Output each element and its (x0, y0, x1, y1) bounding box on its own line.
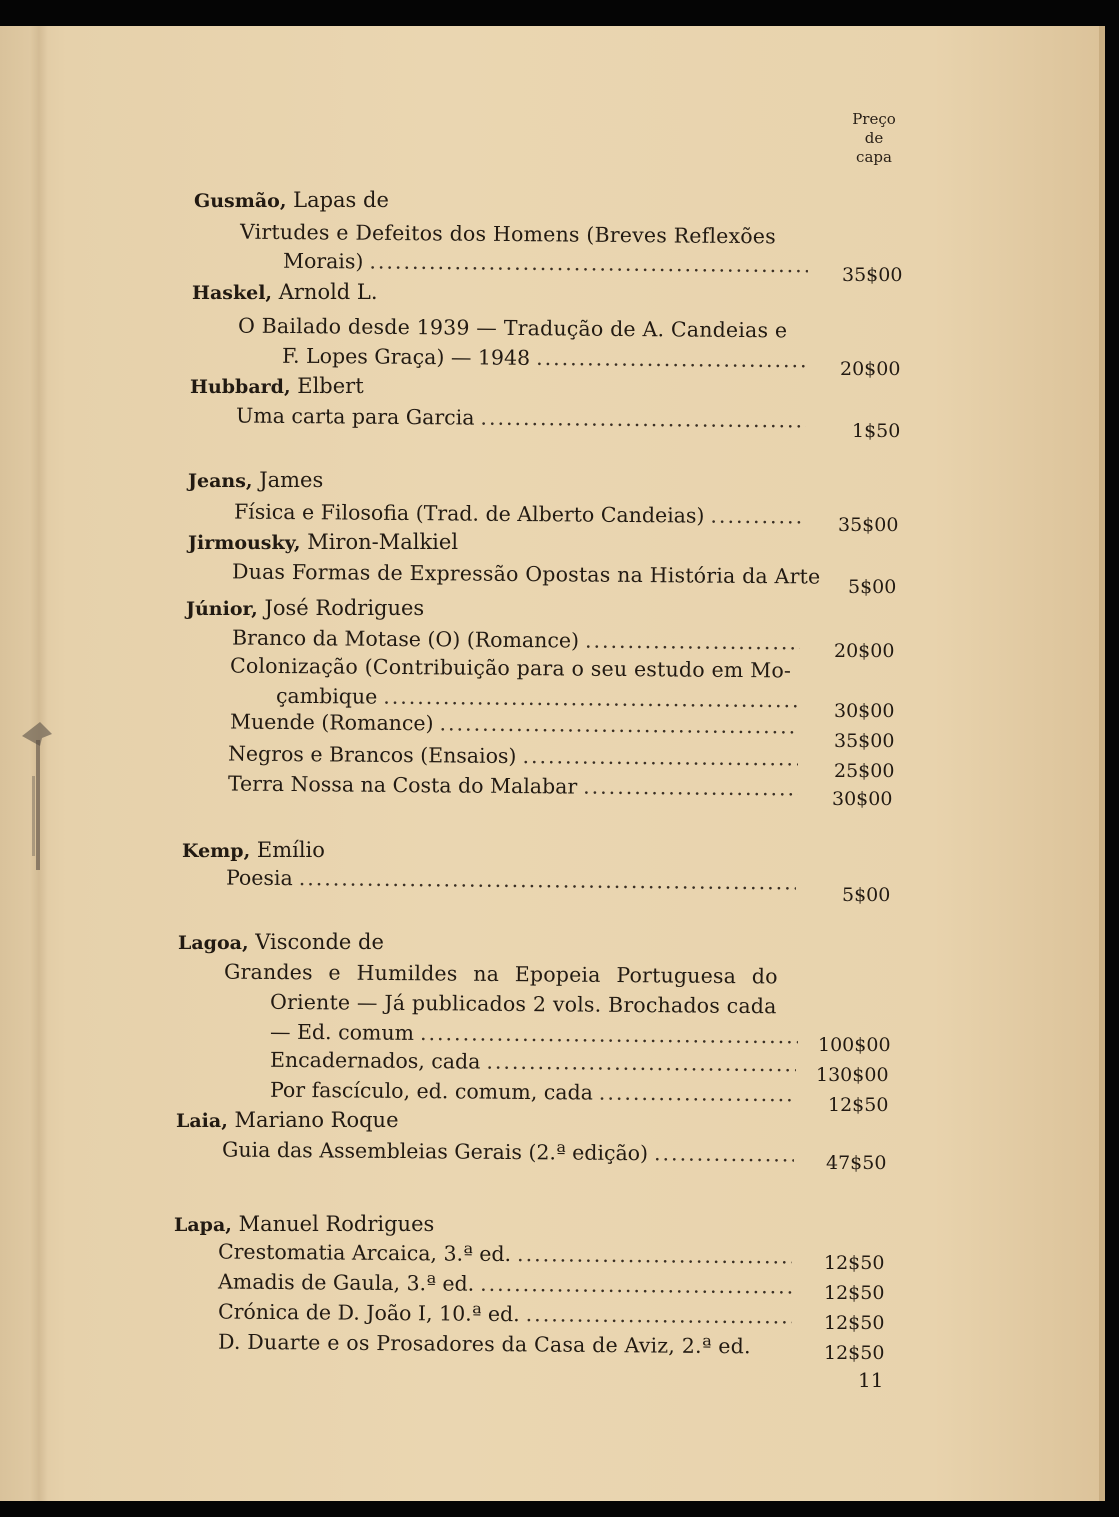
price: 12$50 (828, 1094, 889, 1116)
book-title: Colonização (Contribuição para o seu estudo em Mo- (229, 653, 792, 683)
book-title: Física e Filosofia (Trad. de Alberto Candeias) (233, 499, 705, 528)
book-title-line (218, 1239, 792, 1268)
leader-dots (480, 406, 806, 433)
page-number: 11 (858, 1368, 884, 1392)
author-given-name: Elbert (290, 374, 364, 398)
book-title: Negros e Brancos (Ensaios) (227, 741, 517, 769)
leader-dots (583, 775, 798, 801)
book-title: Encadernados, cada (269, 1047, 481, 1074)
price: 1$50 (852, 420, 901, 442)
author-given-name: Emílio (250, 838, 325, 862)
leader-dots (536, 346, 806, 372)
book-title: Crestomatia Arcaica, 3.ª ed. (217, 1239, 512, 1267)
book-title: çambique (275, 683, 378, 709)
author-surname: Haskel, (192, 282, 273, 304)
author-surname: Júnior, (186, 598, 258, 620)
book-title-line (228, 772, 798, 801)
book-title-line (283, 249, 808, 278)
price: 20$00 (834, 640, 895, 662)
price: 35$00 (842, 264, 903, 286)
price: 35$00 (838, 514, 899, 536)
author-heading (190, 374, 364, 398)
book-title: Morais) (282, 248, 364, 274)
leader-dots (585, 629, 800, 655)
book-title-line (270, 1020, 798, 1049)
author-given-name: James (252, 468, 324, 492)
author-surname: Jeans, (188, 470, 253, 492)
book-title: Muende (Romance) (229, 709, 434, 736)
book-title: Grandes e Humildes na Epopeia Portuguesa do (223, 959, 778, 989)
book-title: Uma carta para Garcia (235, 403, 475, 430)
book-title-line (282, 344, 806, 373)
book-title: Virtudes e Defeitos dos Homens (Breves Reflexões (239, 219, 777, 249)
author-given-name: Mariano Roque (227, 1108, 399, 1132)
book-title: Branco da Motase (O) (Romance) (231, 625, 580, 653)
author-heading (186, 596, 424, 620)
author-surname: Laia, (176, 1110, 228, 1132)
header-line: Preço (852, 110, 896, 128)
author-given-name: Miron-Malkiel (300, 530, 459, 554)
price: 30$00 (834, 700, 895, 722)
price: 35$00 (834, 730, 895, 752)
price: 12$50 (824, 1342, 885, 1364)
author-heading (188, 468, 323, 492)
author-heading (174, 1212, 434, 1236)
author-surname: Lagoa, (178, 932, 249, 954)
leader-dots (522, 744, 798, 770)
author-surname: Jirmousky, (188, 532, 301, 554)
book-title: Por fascículo, ed. comum, cada (269, 1077, 593, 1105)
leader-dots (517, 1242, 792, 1268)
book-title-line (228, 742, 798, 771)
book-title: Amadis de Gaula, 3.ª ed. (217, 1269, 475, 1296)
author-heading (176, 1108, 399, 1132)
header-line: de (864, 129, 884, 147)
author-given-name: Lapas de (286, 188, 389, 212)
leader-dots (480, 1272, 792, 1299)
book-title-line (230, 710, 798, 739)
leader-dots (439, 711, 798, 738)
book-title-line (222, 1138, 794, 1167)
book-title: — Ed. comum (269, 1019, 415, 1045)
price: 12$50 (824, 1282, 885, 1304)
author-surname: Gusmão, (194, 190, 287, 212)
price: 30$00 (832, 788, 893, 810)
author-given-name: Manuel Rodrigues (231, 1212, 435, 1236)
book-title: Poesia (225, 865, 293, 891)
leader-dots (599, 1081, 794, 1107)
price: 25$00 (834, 760, 895, 782)
book-title-line (232, 626, 800, 655)
leader-dots (486, 1050, 796, 1077)
price: 5$00 (842, 884, 891, 906)
price: 47$50 (826, 1152, 887, 1174)
author-heading (178, 930, 384, 954)
price: 5$00 (848, 576, 897, 598)
price: 100$00 (818, 1034, 891, 1056)
leader-dots (526, 1302, 792, 1328)
book-title-line (270, 1048, 796, 1077)
leader-dots (654, 1141, 794, 1166)
price: 20$00 (840, 358, 901, 380)
book-title-line (226, 866, 796, 895)
leader-dots (299, 866, 796, 894)
book-title: F. Lopes Graça) — 1948 (281, 343, 531, 370)
price: 12$50 (824, 1312, 885, 1334)
leader-dots (420, 1021, 798, 1048)
book-title: Crónica de D. João I, 10.ª ed. (217, 1299, 520, 1327)
book-title: Guia das Assembleias Gerais (2.ª edição) (221, 1137, 649, 1166)
author-heading (182, 838, 325, 862)
author-given-name: Arnold L. (272, 280, 378, 304)
price: 12$50 (824, 1252, 885, 1274)
price: 130$00 (816, 1064, 889, 1086)
header-line: capa (856, 148, 892, 166)
leader-dots (710, 504, 804, 529)
author-heading (192, 280, 378, 304)
book-title-line (218, 1299, 792, 1328)
leader-dots (369, 249, 808, 277)
book-title: Oriente — Já publicados 2 vols. Brochados cada (269, 989, 777, 1019)
book-title-line (276, 684, 800, 713)
book-title-line (218, 1269, 792, 1298)
book-title: Duas Formas de Expressão Opostas na História da Arte (231, 559, 821, 589)
author-given-name: Visconde de (248, 930, 384, 954)
author-surname: Hubbard, (190, 376, 291, 398)
author-surname: Lapa, (174, 1214, 232, 1236)
author-surname: Kemp, (182, 840, 251, 862)
author-heading (188, 530, 458, 554)
book-title: D. Duarte e os Prosadores da Casa de Aviz, 2.ª ed. (217, 1329, 751, 1359)
book-title: O Bailado desde 1939 — Tradução de A. Candeias e (237, 313, 788, 343)
book-title: Terra Nossa na Costa do Malabar (227, 771, 578, 799)
book-title-line (234, 500, 804, 529)
leader-dots (383, 685, 800, 713)
book-title-line (270, 1078, 794, 1107)
author-given-name: José Rodrigues (257, 596, 425, 620)
book-title-line (236, 404, 806, 433)
author-heading (194, 188, 389, 212)
